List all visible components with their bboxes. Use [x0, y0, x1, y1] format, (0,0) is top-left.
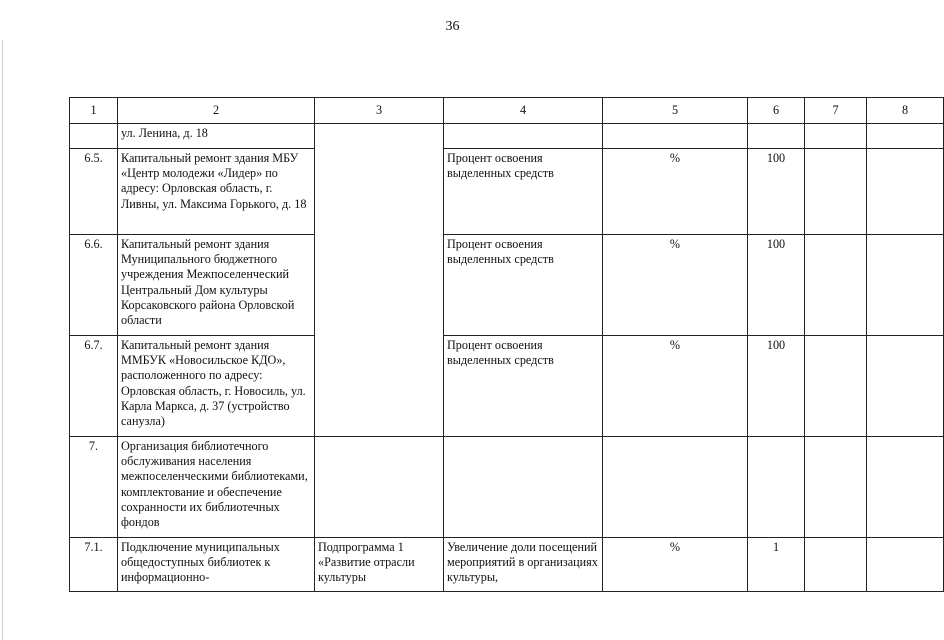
table-row: [70, 124, 944, 149]
row-program: Подпрограмма 1 «Развитие отрасли культуры: [315, 538, 444, 592]
row-name: Капитальный ремонт здания Муниципального бюджетного учреждения Межпоселенческий Центральный Дом культуры Корсаковского района Орловской области: [118, 235, 315, 336]
row-unit: [603, 437, 748, 538]
scan-edge-line: [2, 40, 3, 640]
row-value: [748, 437, 805, 538]
table-row: [70, 235, 944, 336]
row-indicator: [444, 124, 603, 149]
row-col8: [867, 538, 944, 592]
row-unit: %: [603, 538, 748, 592]
table-row: [70, 538, 944, 592]
row-number: [70, 124, 118, 149]
row-col8: [867, 235, 944, 336]
table-row: [70, 336, 944, 437]
table-row: [70, 437, 944, 538]
row-col7: [805, 149, 867, 235]
row-col7: [805, 124, 867, 149]
row-value: 100: [748, 235, 805, 336]
row-unit: [603, 124, 748, 149]
row-number: 7.: [70, 437, 118, 538]
row-col8: [867, 437, 944, 538]
indicators-table: [69, 97, 944, 592]
row-indicator: Процент освоения выделенных средств: [444, 149, 603, 235]
header-col-4: 4: [444, 98, 603, 124]
row-number: 6.5.: [70, 149, 118, 235]
page-number: 36: [445, 19, 460, 34]
row-col7: [805, 235, 867, 336]
header-col-1: 1: [70, 98, 118, 124]
row-indicator: Процент освоения выделенных средств: [444, 235, 603, 336]
row-indicator: Процент освоения выделенных средств: [444, 336, 603, 437]
table-header-row: [70, 98, 944, 124]
header-col-2: 2: [118, 98, 315, 124]
row-number: 7.1.: [70, 538, 118, 592]
row-value: 100: [748, 149, 805, 235]
row-number: 6.6.: [70, 235, 118, 336]
row-col7: [805, 336, 867, 437]
header-col-7: 7: [805, 98, 867, 124]
header-col-5: 5: [603, 98, 748, 124]
row-program: [315, 437, 444, 538]
row-col8: [867, 336, 944, 437]
row-col8: [867, 149, 944, 235]
row-value: 1: [748, 538, 805, 592]
table-row: [70, 149, 944, 235]
header-col-3: 3: [315, 98, 444, 124]
row-name: Организация библиотечного обслуживания населения межпоселенческими библиотеками, комплектование и обеспечение сохранности их библиотечных фондов: [118, 437, 315, 538]
row-value: 100: [748, 336, 805, 437]
row-name: Капитальный ремонт здания МБУ «Центр молодежи «Лидер» по адресу: Орловская область, г. Ливны, ул. Максима Горького, д. 18: [118, 149, 315, 235]
row-unit: %: [603, 336, 748, 437]
row-name: Капитальный ремонт здания ММБУК «Новосильское КДО», расположенного по адресу: Орловская область, г. Новосиль, ул. Карла Маркса, д. 37 (устройство санузла): [118, 336, 315, 437]
row-col7: [805, 437, 867, 538]
row-value: [748, 124, 805, 149]
row-unit: %: [603, 235, 748, 336]
row-number: 6.7.: [70, 336, 118, 437]
header-col-8: 8: [867, 98, 944, 124]
row-program-merged: [315, 124, 444, 437]
row-col8: [867, 124, 944, 149]
header-col-6: 6: [748, 98, 805, 124]
row-unit: %: [603, 149, 748, 235]
row-name: Подключение муниципальных общедоступных библиотек к информационно-: [118, 538, 315, 592]
row-col7: [805, 538, 867, 592]
row-name: ул. Ленина, д. 18: [118, 124, 315, 149]
row-indicator: Увеличение доли посещений мероприятий в организациях культуры,: [444, 538, 603, 592]
row-indicator: [444, 437, 603, 538]
